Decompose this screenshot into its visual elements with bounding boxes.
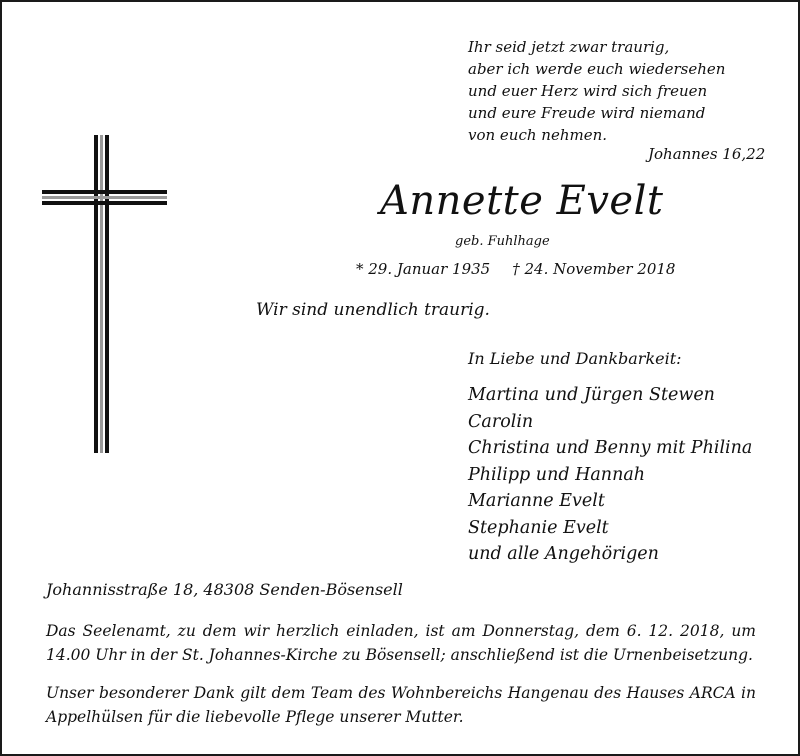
verse-reference: Johannes 16,22	[648, 145, 766, 163]
life-dates	[356, 260, 675, 278]
verse-line: und euer Herz wird sich freuen	[468, 82, 708, 100]
birth-date: * 29. Januar 1935	[356, 260, 491, 278]
mourner-name: Carolin	[468, 411, 534, 432]
mourners-list	[468, 382, 752, 568]
mourner-name: Marianne Evelt	[468, 491, 605, 511]
birth-name: geb. Fuhlhage	[455, 234, 550, 249]
grief-message: Wir sind unendlich traurig.	[256, 300, 490, 320]
verse-line: Ihr seid jetzt zwar traurig,	[468, 38, 670, 56]
mourners-heading: In Liebe und Dankbarkeit:	[468, 349, 682, 368]
mourner-name: Philipp und Hannah	[468, 464, 646, 485]
family-address: Johannisstraße 18, 48308 Senden-Bösensell	[46, 580, 403, 599]
thanks-note: Unser besonderer Dank gilt dem Team des Wohnbereichs Hangenau des Hauses ARCA in Appelhülsen für die liebevolle Pflege unserer Mutter.	[46, 684, 756, 726]
service-announcement: Das Seelenamt, zu dem wir herzlich einladen, ist am Donnerstag, dem 6. 12. 2018, um 14.00 Uhr in der St. Johannes-Kirche zu Bösensell; anschließend ist die Urnenbeisetzung.	[46, 622, 756, 664]
mourner-name: Stephanie Evelt	[468, 517, 609, 538]
verse-line: aber ich werde euch wiedersehen	[468, 60, 726, 78]
verse-line: von euch nehmen.	[468, 126, 608, 144]
bible-verse	[468, 36, 725, 146]
death-date: † 24. November 2018	[512, 260, 676, 278]
mourner-name: Christina und Benny mit Philina	[468, 438, 753, 458]
verse-line: und eure Freude wird niemand	[468, 104, 706, 122]
mourner-name: Martina und Jürgen Stewen	[468, 385, 715, 405]
mourner-name: und alle Angehörigen	[468, 544, 659, 564]
cross-icon	[42, 135, 167, 453]
deceased-name: Annette Evelt	[380, 178, 664, 224]
